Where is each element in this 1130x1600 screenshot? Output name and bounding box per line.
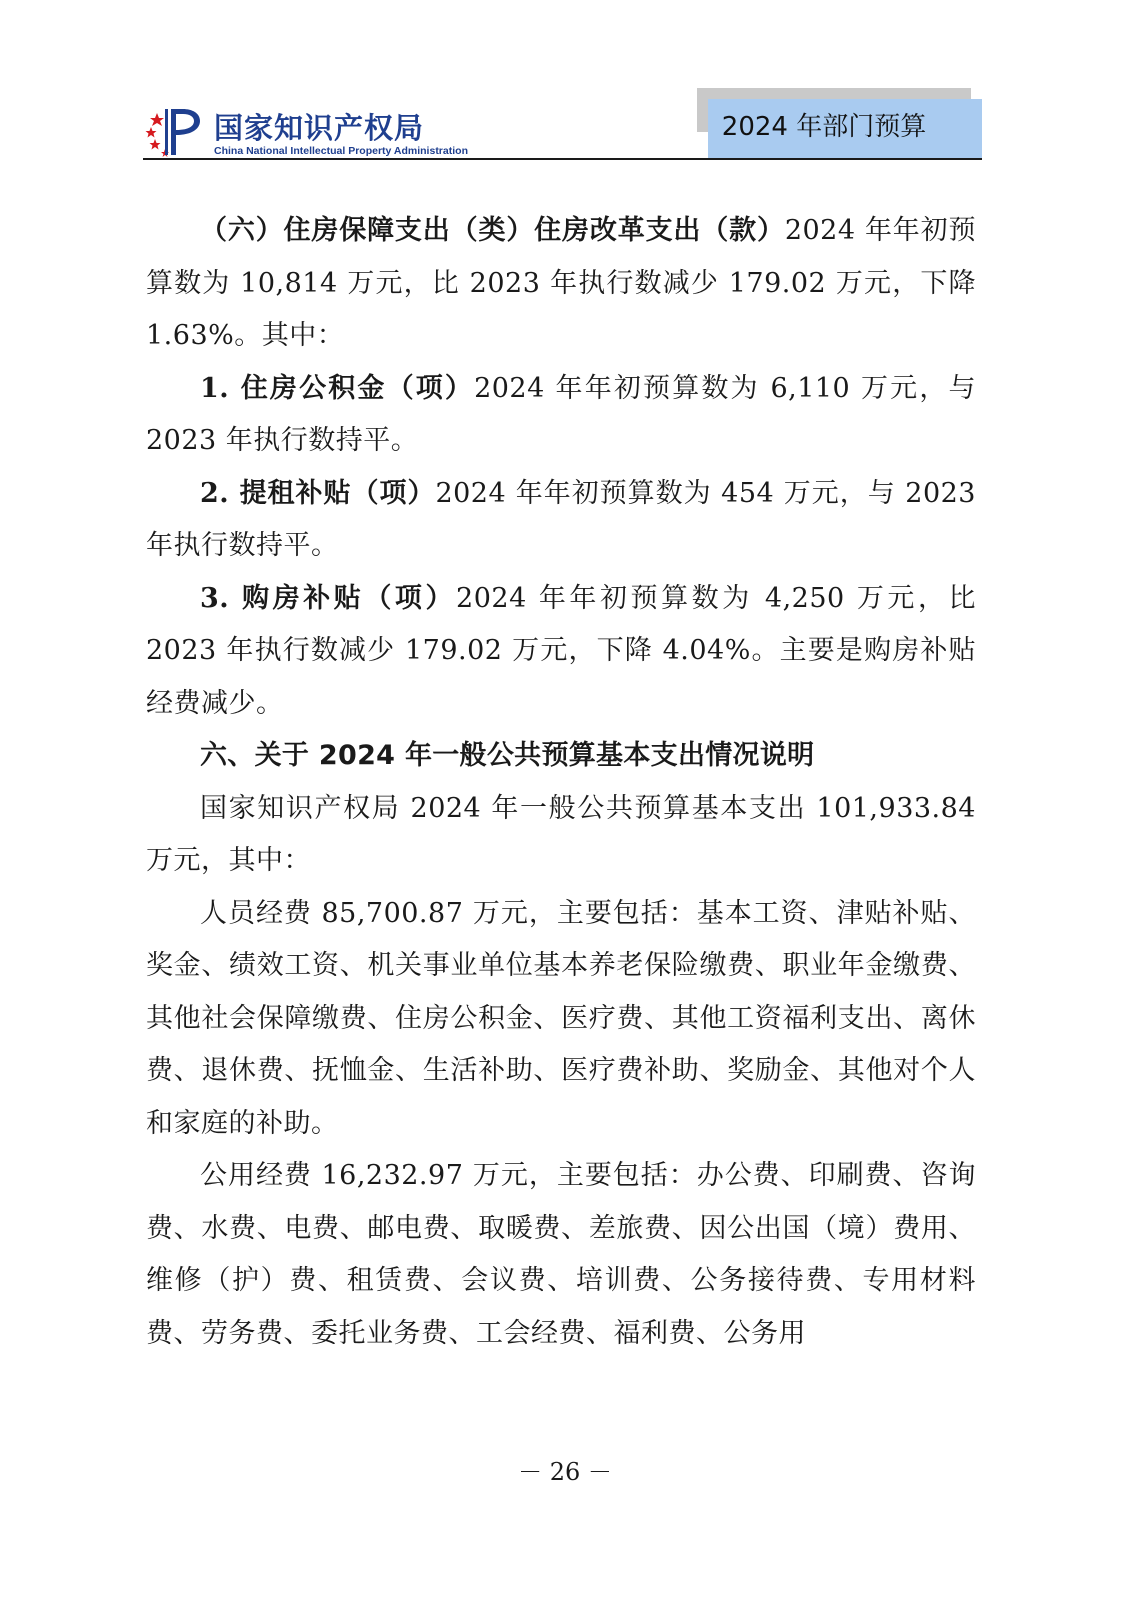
paragraph-lead: 1. 住房公积金（项）: [200, 372, 475, 404]
section-heading: 六、关于 2024 年一般公共预算基本支出情况说明: [200, 740, 815, 771]
header-tab-label: 2024 年部门预算: [721, 112, 927, 142]
paragraph-lead: 2. 提租补贴（项）: [200, 477, 436, 509]
paragraph-basic-expenditure: 国家知识产权局 2024 年一般公共预算基本支出 101,933.84 万元，其中：: [146, 792, 976, 876]
paragraph-personnel-costs: 人员经费 85,700.87 万元，主要包括：基本工资、津贴补贴、奖金、绩效工资、机关事业单位基本养老保险缴费、职业年金缴费、其他社会保障缴费、住房公积金、医疗费、其他工资福利支出、离休费、退休费、抚恤金、生活补助、医疗费补助、奖励金、其他对个人和家庭的补助。: [146, 897, 976, 1139]
paragraph-purchase-subsidy: [146, 573, 976, 731]
logo-english-name: China National Intellectual Property Administration: [214, 145, 468, 157]
paragraph-rent-subsidy: [146, 468, 976, 573]
paragraph-lead: 3. 购房补贴（项）: [200, 582, 457, 614]
cnipa-logo-icon: [143, 105, 203, 160]
paragraph-text: 2024 年年初预算数为 4,250 万元，比 2023 年执行数减少 179.02 万元，下降 4.04%。主要是购房补贴经费减少。: [146, 582, 976, 719]
header-rule: [143, 158, 982, 160]
paragraph-lead: （六）住房保障支出（类）住房改革支出（款）: [200, 215, 785, 246]
document-body: [146, 205, 976, 1360]
page-number: － 26 －: [518, 1458, 612, 1486]
paragraph-text: 2024 年年初预算数为 10,814 万元，比 2023 年执行数减少 179.02 万元，下降 1.63%。其中：: [146, 215, 977, 351]
logo-chinese-name: 国家知识产权局: [214, 111, 425, 145]
paragraph-text: 2024 年年初预算数为 6,110 万元，与 2023 年执行数持平。: [146, 372, 976, 456]
paragraph-housing-fund: [146, 363, 976, 468]
page-header: [0, 0, 1130, 170]
paragraph-text: 2024 年年初预算数为 454 万元，与 2023 年执行数持平。: [146, 477, 976, 561]
paragraph-housing-reform: [146, 205, 976, 363]
paragraph-public-costs: 公用经费 16,232.97 万元，主要包括：办公费、印刷费、咨询费、水费、电费、邮电费、取暖费、差旅费、因公出国（境）费用、维修（护）费、租赁费、会议费、培训费、公务接待费、专用材料费、劳务费、委托业务费、工会经费、福利费、公务用: [146, 1160, 976, 1349]
